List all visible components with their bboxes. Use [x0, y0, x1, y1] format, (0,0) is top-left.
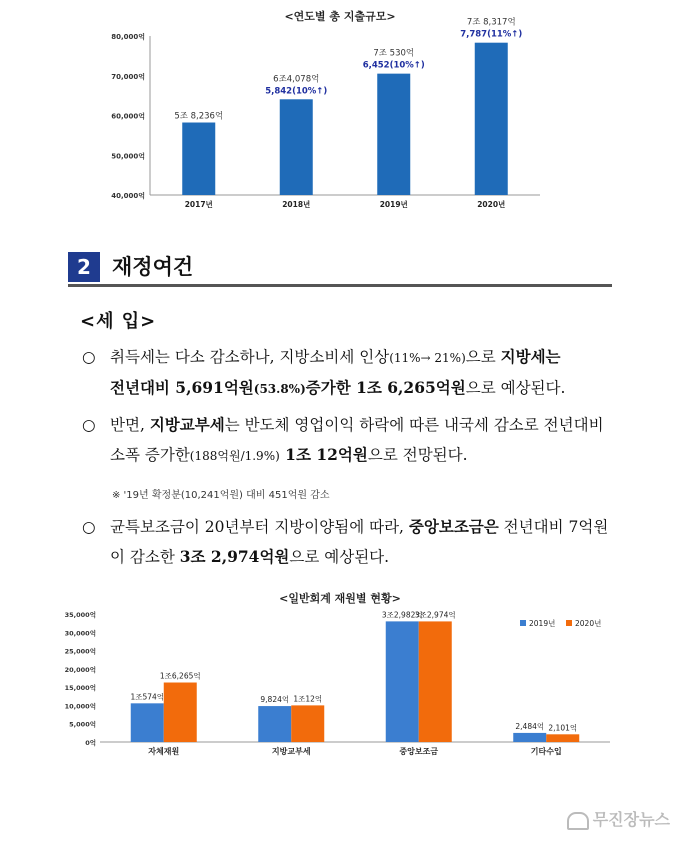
bullet-icon: ○	[82, 416, 96, 434]
y-tick-label: 0억	[85, 739, 96, 747]
chart2-title: <일반회계 재원별 현황>	[279, 592, 401, 605]
section-title: 재정여건	[112, 255, 194, 279]
bar-2019년	[258, 706, 291, 742]
x-tick-label: 지방교부세	[271, 747, 311, 756]
bullet-icon: ○	[82, 348, 96, 366]
x-tick-label: 2020년	[477, 200, 506, 209]
data-label: 1조6,265억	[159, 671, 201, 681]
data-label: 2,484억	[515, 721, 545, 731]
paragraph-grant-tax: ○ 반면, 지방교부세는 반도체 영업이익 하락에 따른 내국세 감소로 전년대비 소폭 증가한(188억원/1.9%) 1조 12억원으로 전망된다.	[82, 410, 622, 471]
data-label: 1조574억	[130, 692, 165, 702]
increase-label: 6,452(10%↑)	[362, 60, 425, 71]
y-tick-label: 80,000억	[111, 33, 145, 41]
increase-label: 5,842(10%↑)	[265, 86, 328, 97]
data-label: 9,824억	[260, 695, 290, 705]
increase-label: 7,787(11%↑)	[460, 29, 523, 40]
y-tick-label: 10,000억	[64, 702, 96, 711]
data-label: 5조 8,236억	[174, 111, 224, 122]
y-tick-label: 15,000억	[64, 684, 96, 693]
y-tick-label: 60,000억	[111, 112, 145, 121]
bar	[280, 99, 313, 195]
legend-label: 2019년	[529, 619, 556, 628]
bar-2019년	[513, 733, 546, 742]
revenue-subheading: <세 입>	[80, 311, 157, 332]
bar-2019년	[131, 703, 164, 742]
paragraph-local-tax: ○ 취득세는 다소 감소하나, 지방소비세 인상(11%→ 21%)으로 지방세는 전년대비 5,691억원(53.8%)증가한 1조 6,265억원으로 예상된다.	[82, 342, 622, 404]
footnote: ※ '19년 확정분(10,241억원) 대비 451억원 감소	[112, 490, 330, 501]
y-tick-label: 20,000억	[64, 665, 96, 674]
bar	[182, 123, 215, 195]
legend-swatch	[520, 620, 526, 626]
chart1-title: <연도별 총 지출규모>	[284, 10, 396, 23]
x-tick-label: 자체재원	[148, 747, 180, 756]
bar-2020년	[291, 705, 324, 742]
section-header	[68, 250, 612, 288]
legend-label: 2020년	[575, 619, 602, 628]
bar-2019년	[386, 621, 419, 742]
section-number: 2	[68, 252, 100, 282]
y-tick-label: 50,000억	[111, 152, 145, 161]
x-tick-label: 2019년	[379, 200, 408, 209]
data-label: 3조2,974억	[414, 610, 456, 620]
data-label: 3조2,982억	[381, 610, 423, 620]
data-label: 7조 8,317억	[466, 17, 516, 28]
section-rule	[68, 284, 612, 287]
y-tick-label: 25,000억	[64, 647, 96, 656]
bar-2020년	[419, 621, 452, 742]
y-tick-label: 30,000억	[64, 629, 96, 638]
legend-swatch	[566, 620, 572, 626]
data-label: 2,101억	[548, 723, 578, 733]
bar-2020년	[546, 734, 579, 742]
bullet-icon: ○	[82, 518, 96, 536]
watermark: 무진장뉴스	[567, 807, 670, 830]
data-label: 7조 530억	[373, 48, 415, 59]
data-label: 6조4,078억	[273, 74, 320, 85]
x-tick-label: 기타수입	[530, 747, 562, 756]
watermark-logo-icon	[567, 812, 589, 830]
y-tick-label: 40,000억	[111, 192, 145, 200]
x-tick-label: 2018년	[282, 200, 311, 209]
x-tick-label: 중앙보조금	[399, 747, 439, 756]
chart2-bar-chart	[0, 600, 680, 790]
y-tick-label: 35,000억	[64, 611, 96, 619]
bar-2020년	[164, 683, 197, 742]
bar	[475, 43, 508, 195]
bar	[377, 74, 410, 195]
data-label: 1조12억	[293, 694, 323, 704]
paragraph-central-subsidy: ○ 균특보조금이 20년부터 지방이양됨에 따라, 중앙보조금은 전년대비 7억원이 감소한 3조 2,974억원으로 예상된다.	[82, 512, 622, 572]
y-tick-label: 5,000억	[69, 720, 96, 729]
y-tick-label: 70,000억	[111, 72, 145, 81]
chart1-bar-chart	[0, 0, 680, 225]
x-tick-label: 2017년	[184, 200, 213, 209]
